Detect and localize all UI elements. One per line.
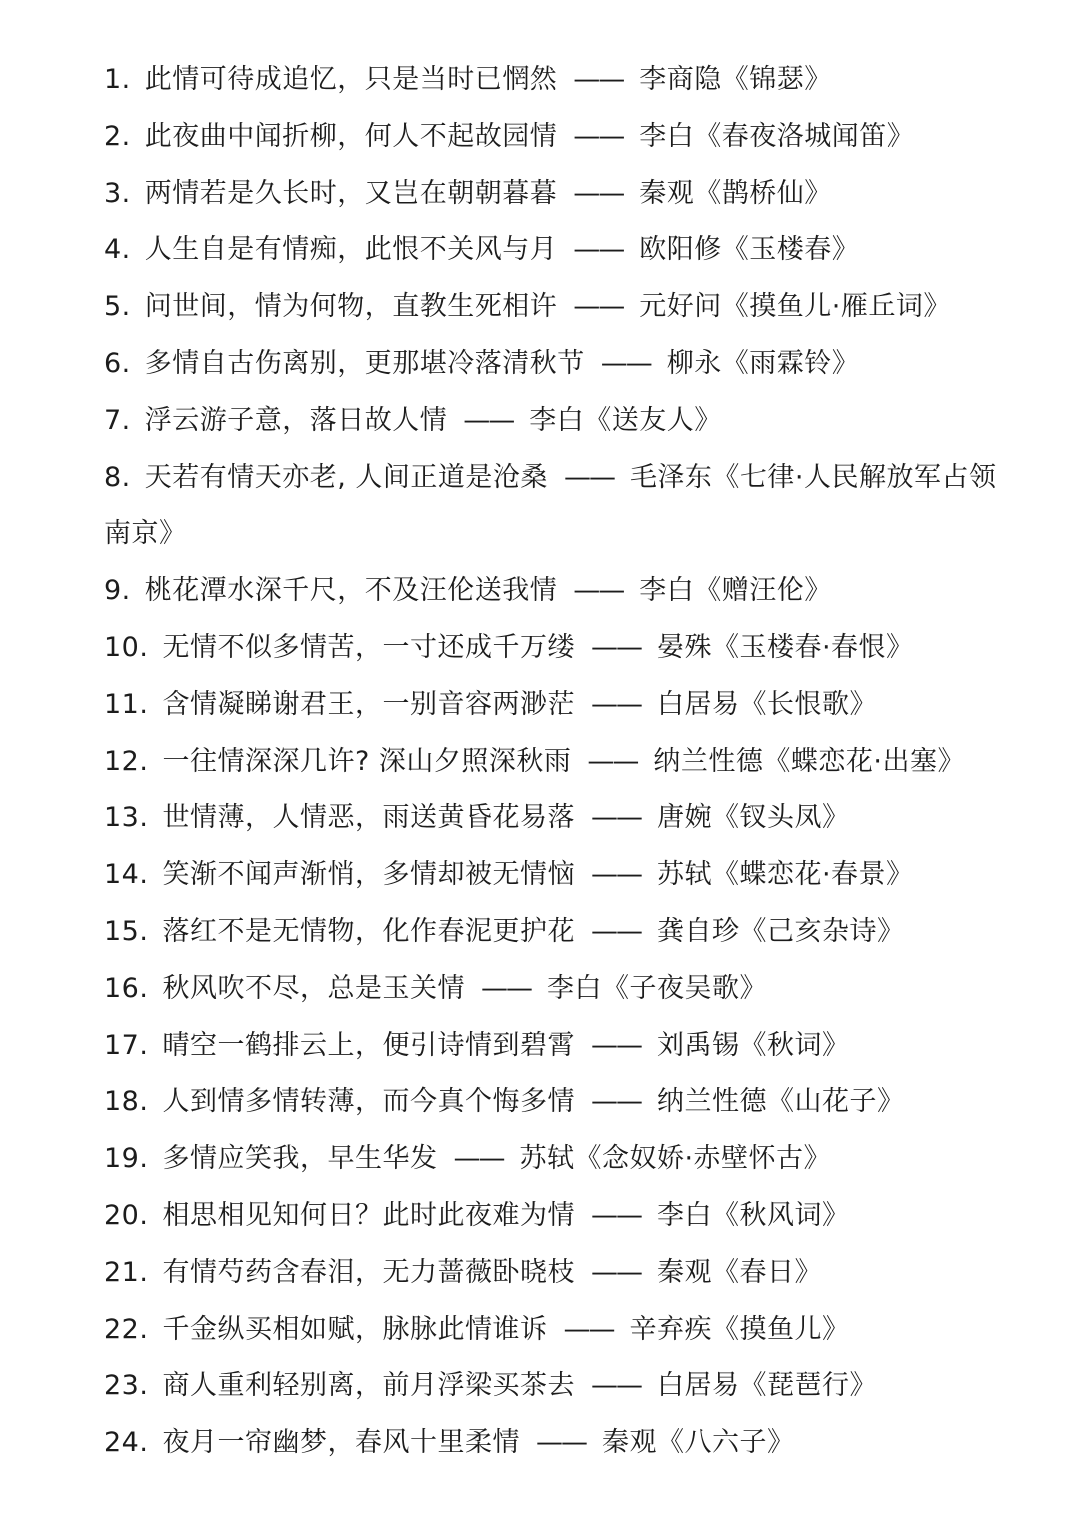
quote-source: 白居易《长恨歌》	[656, 688, 877, 720]
list-item	[104, 222, 1004, 279]
quote-number: 17.	[104, 1029, 149, 1061]
quote-dash: ——	[590, 631, 641, 663]
list-item	[104, 52, 1004, 109]
quote-source: 秦观《鹊桥仙》	[639, 177, 832, 209]
quote-dash: ——	[535, 1427, 586, 1459]
quote-dash: ——	[563, 1313, 614, 1345]
quote-number: 19.	[104, 1143, 149, 1175]
quote-number: 15.	[104, 915, 149, 947]
quote-number: 11.	[104, 688, 149, 720]
quote-source: 苏轼《蝶恋花·春景》	[656, 859, 914, 891]
quote-dash: ——	[563, 461, 614, 493]
list-item	[104, 563, 1004, 620]
quote-source: 龚自珍《己亥杂诗》	[656, 915, 905, 947]
list-item	[104, 677, 1004, 734]
quote-source: 秦观《春日》	[656, 1256, 822, 1288]
quote-line: 无情不似多情苦，一寸还成千万缕	[162, 631, 575, 663]
quote-line: 多情自古伤离别，更那堪冷落清秋节	[144, 347, 585, 379]
quote-line: 人到情多情转薄，而今真个悔多情	[162, 1086, 575, 1118]
list-item	[104, 1018, 1004, 1075]
list-item	[104, 450, 1004, 564]
quote-dash: ——	[590, 688, 641, 720]
quote-number: 1.	[104, 64, 131, 95]
list-item	[104, 1358, 1004, 1415]
quote-number: 13.	[104, 802, 149, 834]
quote-number: 14.	[104, 859, 149, 891]
quote-number: 24.	[104, 1427, 149, 1459]
quote-line: 秋风吹不尽，总是玉关情	[162, 972, 465, 1004]
list-item	[104, 279, 1004, 336]
quote-number: 21.	[104, 1256, 149, 1288]
quote-line: 夜月一帘幽梦，春风十里柔情	[162, 1427, 520, 1459]
list-item	[104, 961, 1004, 1018]
quote-number: 2.	[104, 120, 131, 152]
quote-source: 纳兰性德《蝶恋花·出塞》	[653, 745, 965, 777]
quote-dash: ——	[590, 859, 641, 891]
quote-dash: ——	[480, 972, 531, 1004]
quote-line: 此夜曲中闻折柳，何人不起故园情	[144, 120, 558, 152]
quote-source: 李白《子夜吴歌》	[546, 972, 767, 1004]
quote-number: 20.	[104, 1199, 149, 1231]
quote-line: 世情薄，人情恶，雨送黄昏花易落	[162, 802, 575, 834]
quote-source: 元好问《摸鱼儿·雁丘词》	[639, 291, 951, 323]
quote-source: 柳永《雨霖铃》	[666, 347, 860, 379]
list-item	[104, 1415, 1004, 1472]
list-item	[104, 790, 1004, 847]
quote-line: 人生自是有情痴，此恨不关风与月	[144, 234, 558, 266]
quote-number: 22.	[104, 1313, 149, 1345]
quote-list	[104, 52, 1004, 1472]
quote-dash: ——	[573, 64, 624, 95]
quote-source: 苏轼《念奴娇·赤壁怀古》	[519, 1143, 832, 1175]
quote-source: 白居易《琵琶行》	[656, 1370, 877, 1402]
list-item	[104, 904, 1004, 961]
quote-line: 有情芍药含春泪，无力蔷薇卧晓枝	[162, 1256, 575, 1288]
list-item	[104, 166, 1004, 223]
quote-line: 商人重利轻别离，前月浮梁买茶去	[162, 1370, 575, 1402]
list-item	[104, 620, 1004, 677]
list-item	[104, 109, 1004, 166]
quote-dash: ——	[573, 291, 624, 323]
list-item	[104, 1074, 1004, 1131]
quote-line: 桃花潭水深千尺，不及汪伦送我情	[144, 575, 558, 607]
quote-number: 9.	[104, 575, 131, 607]
list-item	[104, 734, 1004, 791]
quote-number: 5.	[104, 291, 131, 323]
quote-dash: ——	[590, 1256, 641, 1288]
quote-dash: ——	[573, 575, 624, 607]
quote-line: 一往情深深几许? 深山夕照深秋雨	[162, 745, 572, 777]
quote-line: 相思相见知何日？此时此夜难为情	[162, 1199, 575, 1231]
quote-dash: ——	[463, 404, 514, 436]
quote-line: 含情凝睇谢君王，一别音容两渺茫	[162, 688, 575, 720]
quote-source: 刘禹锡《秋词》	[656, 1029, 850, 1061]
list-item	[104, 847, 1004, 904]
quote-source: 李白《秋风词》	[656, 1199, 850, 1231]
quote-number: 6.	[104, 347, 131, 379]
quote-dash: ——	[590, 1029, 641, 1061]
quote-line: 晴空一鹤排云上，便引诗情到碧霄	[162, 1029, 575, 1061]
list-item	[104, 1245, 1004, 1302]
quote-line: 浮云游子意，落日故人情	[144, 404, 448, 436]
quote-number: 16.	[104, 972, 149, 1004]
quote-dash: ——	[573, 177, 624, 209]
quote-source: 秦观《八六子》	[601, 1427, 795, 1459]
quote-line: 笑渐不闻声渐悄，多情却被无情恼	[162, 859, 575, 891]
quote-line: 问世间，情为何物，直教生死相许	[144, 291, 558, 323]
quote-dash: ——	[573, 120, 624, 152]
quote-number: 18.	[104, 1086, 149, 1118]
quote-dash: ——	[600, 347, 651, 379]
quote-number: 8.	[104, 461, 131, 493]
quote-dash: ——	[590, 802, 641, 834]
quote-line: 多情应笑我，早生华发	[162, 1143, 438, 1175]
list-item	[104, 1188, 1004, 1245]
quote-source: 晏殊《玉楼春·春恨》	[656, 631, 914, 663]
quote-source: 毛泽东《七律·人民解放军占领南京》	[104, 461, 997, 550]
quote-line: 天若有情天亦老, 人间正道是沧桑	[144, 461, 548, 493]
quote-source: 辛弃疾《摸鱼儿》	[629, 1313, 850, 1345]
quote-dash: ——	[587, 745, 638, 777]
list-item	[104, 1131, 1004, 1188]
list-item	[104, 1302, 1004, 1359]
quote-number: 7.	[104, 404, 131, 436]
quote-dash: ——	[573, 234, 624, 266]
quote-line: 两情若是久长时，又岂在朝朝暮暮	[144, 177, 558, 209]
quote-number: 3.	[104, 177, 131, 209]
quote-source: 唐婉《钗头凤》	[656, 802, 850, 834]
quote-source: 李白《春夜洛城闻笛》	[639, 120, 915, 152]
quote-dash: ——	[590, 1199, 641, 1231]
quote-dash: ——	[453, 1143, 504, 1175]
quote-number: 23.	[104, 1370, 149, 1402]
quote-line: 千金纵买相如赋，脉脉此情谁诉	[162, 1313, 548, 1345]
quote-dash: ——	[590, 915, 641, 947]
quote-source: 李白《送友人》	[529, 404, 722, 436]
quote-line: 落红不是无情物，化作春泥更护花	[162, 915, 575, 947]
quote-number: 10.	[104, 631, 149, 663]
quote-line: 此情可待成追忆，只是当时已惘然	[144, 64, 558, 95]
quote-number: 4.	[104, 234, 131, 266]
quote-source: 纳兰性德《山花子》	[656, 1086, 905, 1118]
list-item	[104, 336, 1004, 393]
quote-source: 李商隐《锦瑟》	[639, 64, 832, 95]
quote-source: 李白《赠汪伦》	[639, 575, 832, 607]
quote-dash: ——	[590, 1086, 641, 1118]
quote-dash: ——	[590, 1370, 641, 1402]
list-item	[104, 393, 1004, 450]
quote-source: 欧阳修《玉楼春》	[639, 234, 860, 266]
quote-number: 12.	[104, 745, 149, 777]
